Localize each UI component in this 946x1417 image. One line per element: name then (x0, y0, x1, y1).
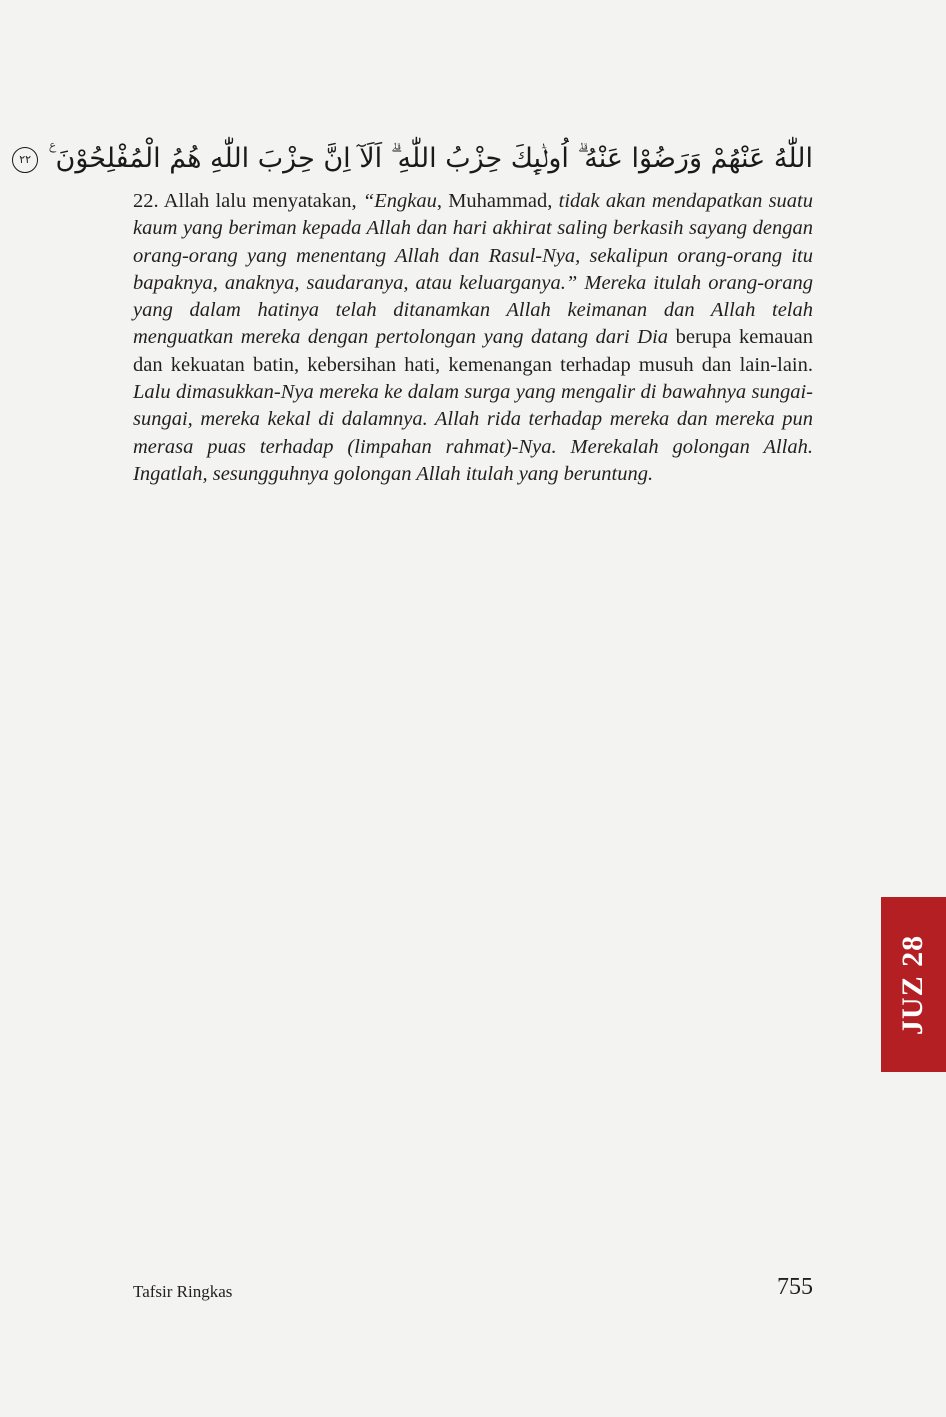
arabic-verse-text: اللّٰهُ عَنْهُمْ وَرَضُوْا عَنْهُ ۗ اُولٰۤىِٕكَ حِزْبُ اللّٰهِ ۗ اَلَآ اِنَّ حِزْبَ اللّٰهِ هُمُ الْمُفْلِحُوْنَ ࣖ (48, 143, 813, 174)
translation-segment: 22. Allah lalu menyatakan, (133, 190, 363, 212)
translation-segment-italic: Lalu dimasukkan-Nya mereka ke dalam surga yang mengalir di bawahnya sungai-sungai, mereka kekal di dalamnya. Allah rida terhadap mereka dan mereka pun merasa puas terhadap (limpahan rahmat)-Nya. Merekalah golongan Allah. Ingatlah, sesungguhnya golongan Allah itulah yang beruntung. (133, 381, 813, 485)
translation-segment-italic: tidak akan mendapatkan suatu kaum yang beriman kepada Allah dan hari akhirat saling berkasih sayang dengan orang-orang yang menentang Allah dan Rasul-Nya, sekalipun orang-orang itu bapaknya, anaknya, saudaranya, atau keluarganya.” Mereka itulah orang-orang yang dalam hatinya telah ditanamkan Allah keimanan dan Allah telah menguatkan mereka dengan pertolongan yang datang dari Dia (133, 190, 813, 349)
page-number: 755 (777, 1274, 813, 1300)
footer-book-title: Tafsir Ringkas (133, 1282, 233, 1301)
translation-segment-italic: “Engkau (362, 190, 437, 212)
translation-segment: berupa kemauan dan kekuatan batin, kebersihan hati, kemenangan terhadap musuh dan lain-lain. (133, 326, 813, 376)
translation-paragraph (133, 188, 813, 488)
ayah-number-marker: ٢٢ (12, 147, 38, 173)
juz-tab (881, 897, 946, 1072)
translation-segment: , Muhammad, (436, 190, 559, 212)
arabic-verse (19, 136, 813, 182)
juz-label: JUZ 28 (896, 934, 930, 1035)
